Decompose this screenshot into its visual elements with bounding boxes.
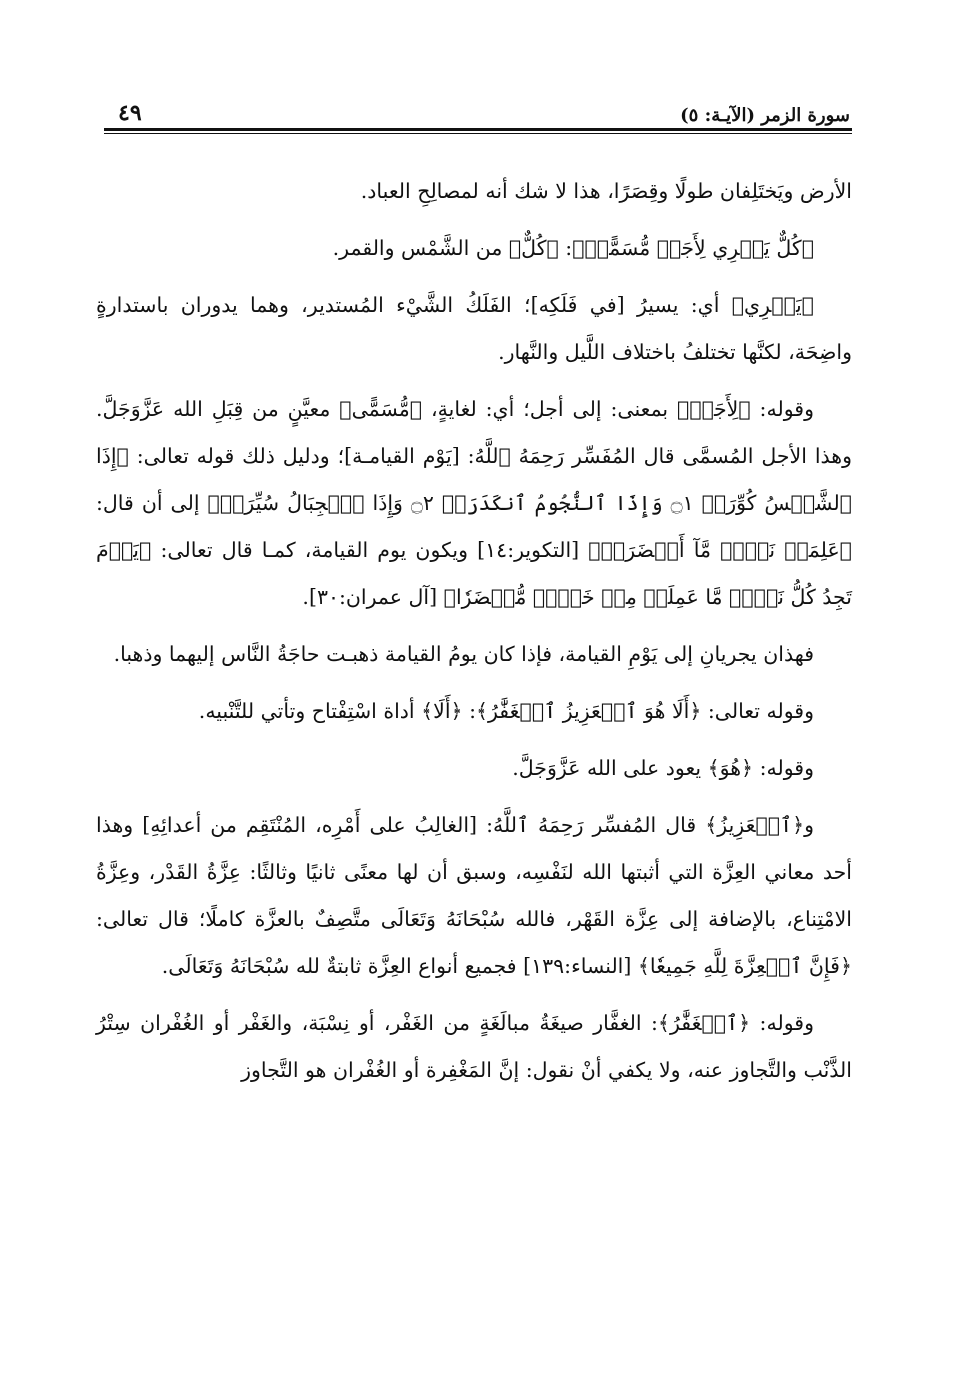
paragraph-verse-kullun: ﴿كُلٌّ يَجۡرِي لِأَجَلٖ مُّسَمًّىۗ﴾: ﴿كُلٌّ﴾ من الشَّمْس والقمر. xyxy=(332,236,814,260)
paragraph-ala-huwa: وقوله تعالى: ﴿أَلَا هُوَ ٱلۡعَزِيزُ ٱلۡغَفَّٰرُ﴾: ﴿أَلَا﴾ أداة اسْتِفْتاح وتأتي للتَّنْبيه. xyxy=(198,699,814,723)
page-number: ٤٩ xyxy=(118,100,142,126)
paragraph-huwa: وقوله: ﴿هُوَ﴾ يعود على الله عَزَّوَجَلَّ. xyxy=(512,756,814,780)
paragraph-yajri: ﴿يَجۡرِي﴾ أي: يسيرُ [في فَلَكِه]؛ الفَلَكُ الشَّيْء المُستدير، وهما يدوران باستدارةٍ واضِحَة، لكنَّها تختلفُ باختلاف اللَّيل والنَّهار. xyxy=(96,293,852,364)
header-rule-thin xyxy=(104,133,852,134)
paragraph-al-aziz: و﴿ٱلۡعَزِيزُ﴾ قال المُفسِّر رَحِمَهُ ٱللَّهُ: [الغالِبُ على أَمْرِه، المُنْتَقِم من أعدائِهِ] وهذا أحد معاني العِزَّة التي أثبتها الله لنَفْسِه، وسبق أن لها معنًى ثانيًا وثالثًا: عِزَّةُ القَدْر، وعِزَّةُ الامْتِناع، بالإضافة إلى عِزَّة القَهْر، فالله سُبْحَانَهُ وَتَعَالَى متَّصِفٌ بالعزَّة كاملًا؛ قال تعالى: ﴿فَإِنَّ ٱلۡعِزَّةَ لِلَّهِ جَمِيعٗا﴾ [النساء:١٣٩] فجميع أنواع العِزَّة ثابتةٌ لله سُبْحَانَهُ وَتَعَالَى. xyxy=(96,813,852,978)
body-text xyxy=(96,168,852,1104)
header-rule xyxy=(104,128,852,131)
paragraph-yawm-al-qiyama: فهذان يجريانِ إلى يَوْمِ القيامة، فإذا كان يومُ القيامة ذهبـت حاجَةُ النَّاس إليهما وذهبا. xyxy=(113,642,814,666)
paragraph-al-ghaffar: وقوله: ﴿ٱلۡغَفَّٰرُ﴾: الغفَّار صيغَةُ مبالَغَةٍ من الغَفْر، أو نِسْبَة، والغَفْر أو الغُفْران سِتْرُ الذَّنْب والتَّجاوز عنه، ولا يكفي أنْ نقول: إنَّ المَغْفِرة أو الغُفْران هو التَّجاوز xyxy=(96,1011,852,1082)
paragraph-li-ajal: وقوله: ﴿لِأَجَلٖ﴾ بمعنى: إلى أجل؛ أي: لغايةٍ، ﴿مُّسَمًّى﴾ معيَّنٍ من قِبَلِ الله عَزَّوَجَلَّ. وهذا الأجل المُسمَّى قال المُفَسِّر رَحِمَهُ ٱللَّهُ: [يَوْم القيامـة]؛ ودليل ذلك قوله تعالى: ﴿إِذَا ٱلشَّمۡسُ كُوِّرَتۡ ۝١ وَإِذَا ٱلنُّجُومُ ٱنكَدَرَتۡ ۝٢ وَإِذَا ٱلۡجِبَالُ سُيِّرَتۡ﴾ إلى أن قال: ﴿عَلِمَتۡ نَفۡسٞ مَّآ أَحۡضَرَتۡ﴾ [التكوير:١٤] ويكون يوم القيامة، كمـا قال تعالى: ﴿يَوۡمَ تَجِدُ كُلُّ نَفۡسٖ مَّا عَمِلَتۡ مِنۡ خَيۡرٖ مُّحۡضَرٗا﴾ [آل عمران:٣٠]. xyxy=(96,397,852,609)
page-header xyxy=(118,90,850,126)
paragraph-continuation: الأرض ويَختَلِفان طولًا وقِصَرًا، هذا لا شك أنه لمصالِحِ العباد. xyxy=(360,179,852,203)
running-title: سورة الزمر (الآيـة: ٥) xyxy=(680,105,850,126)
